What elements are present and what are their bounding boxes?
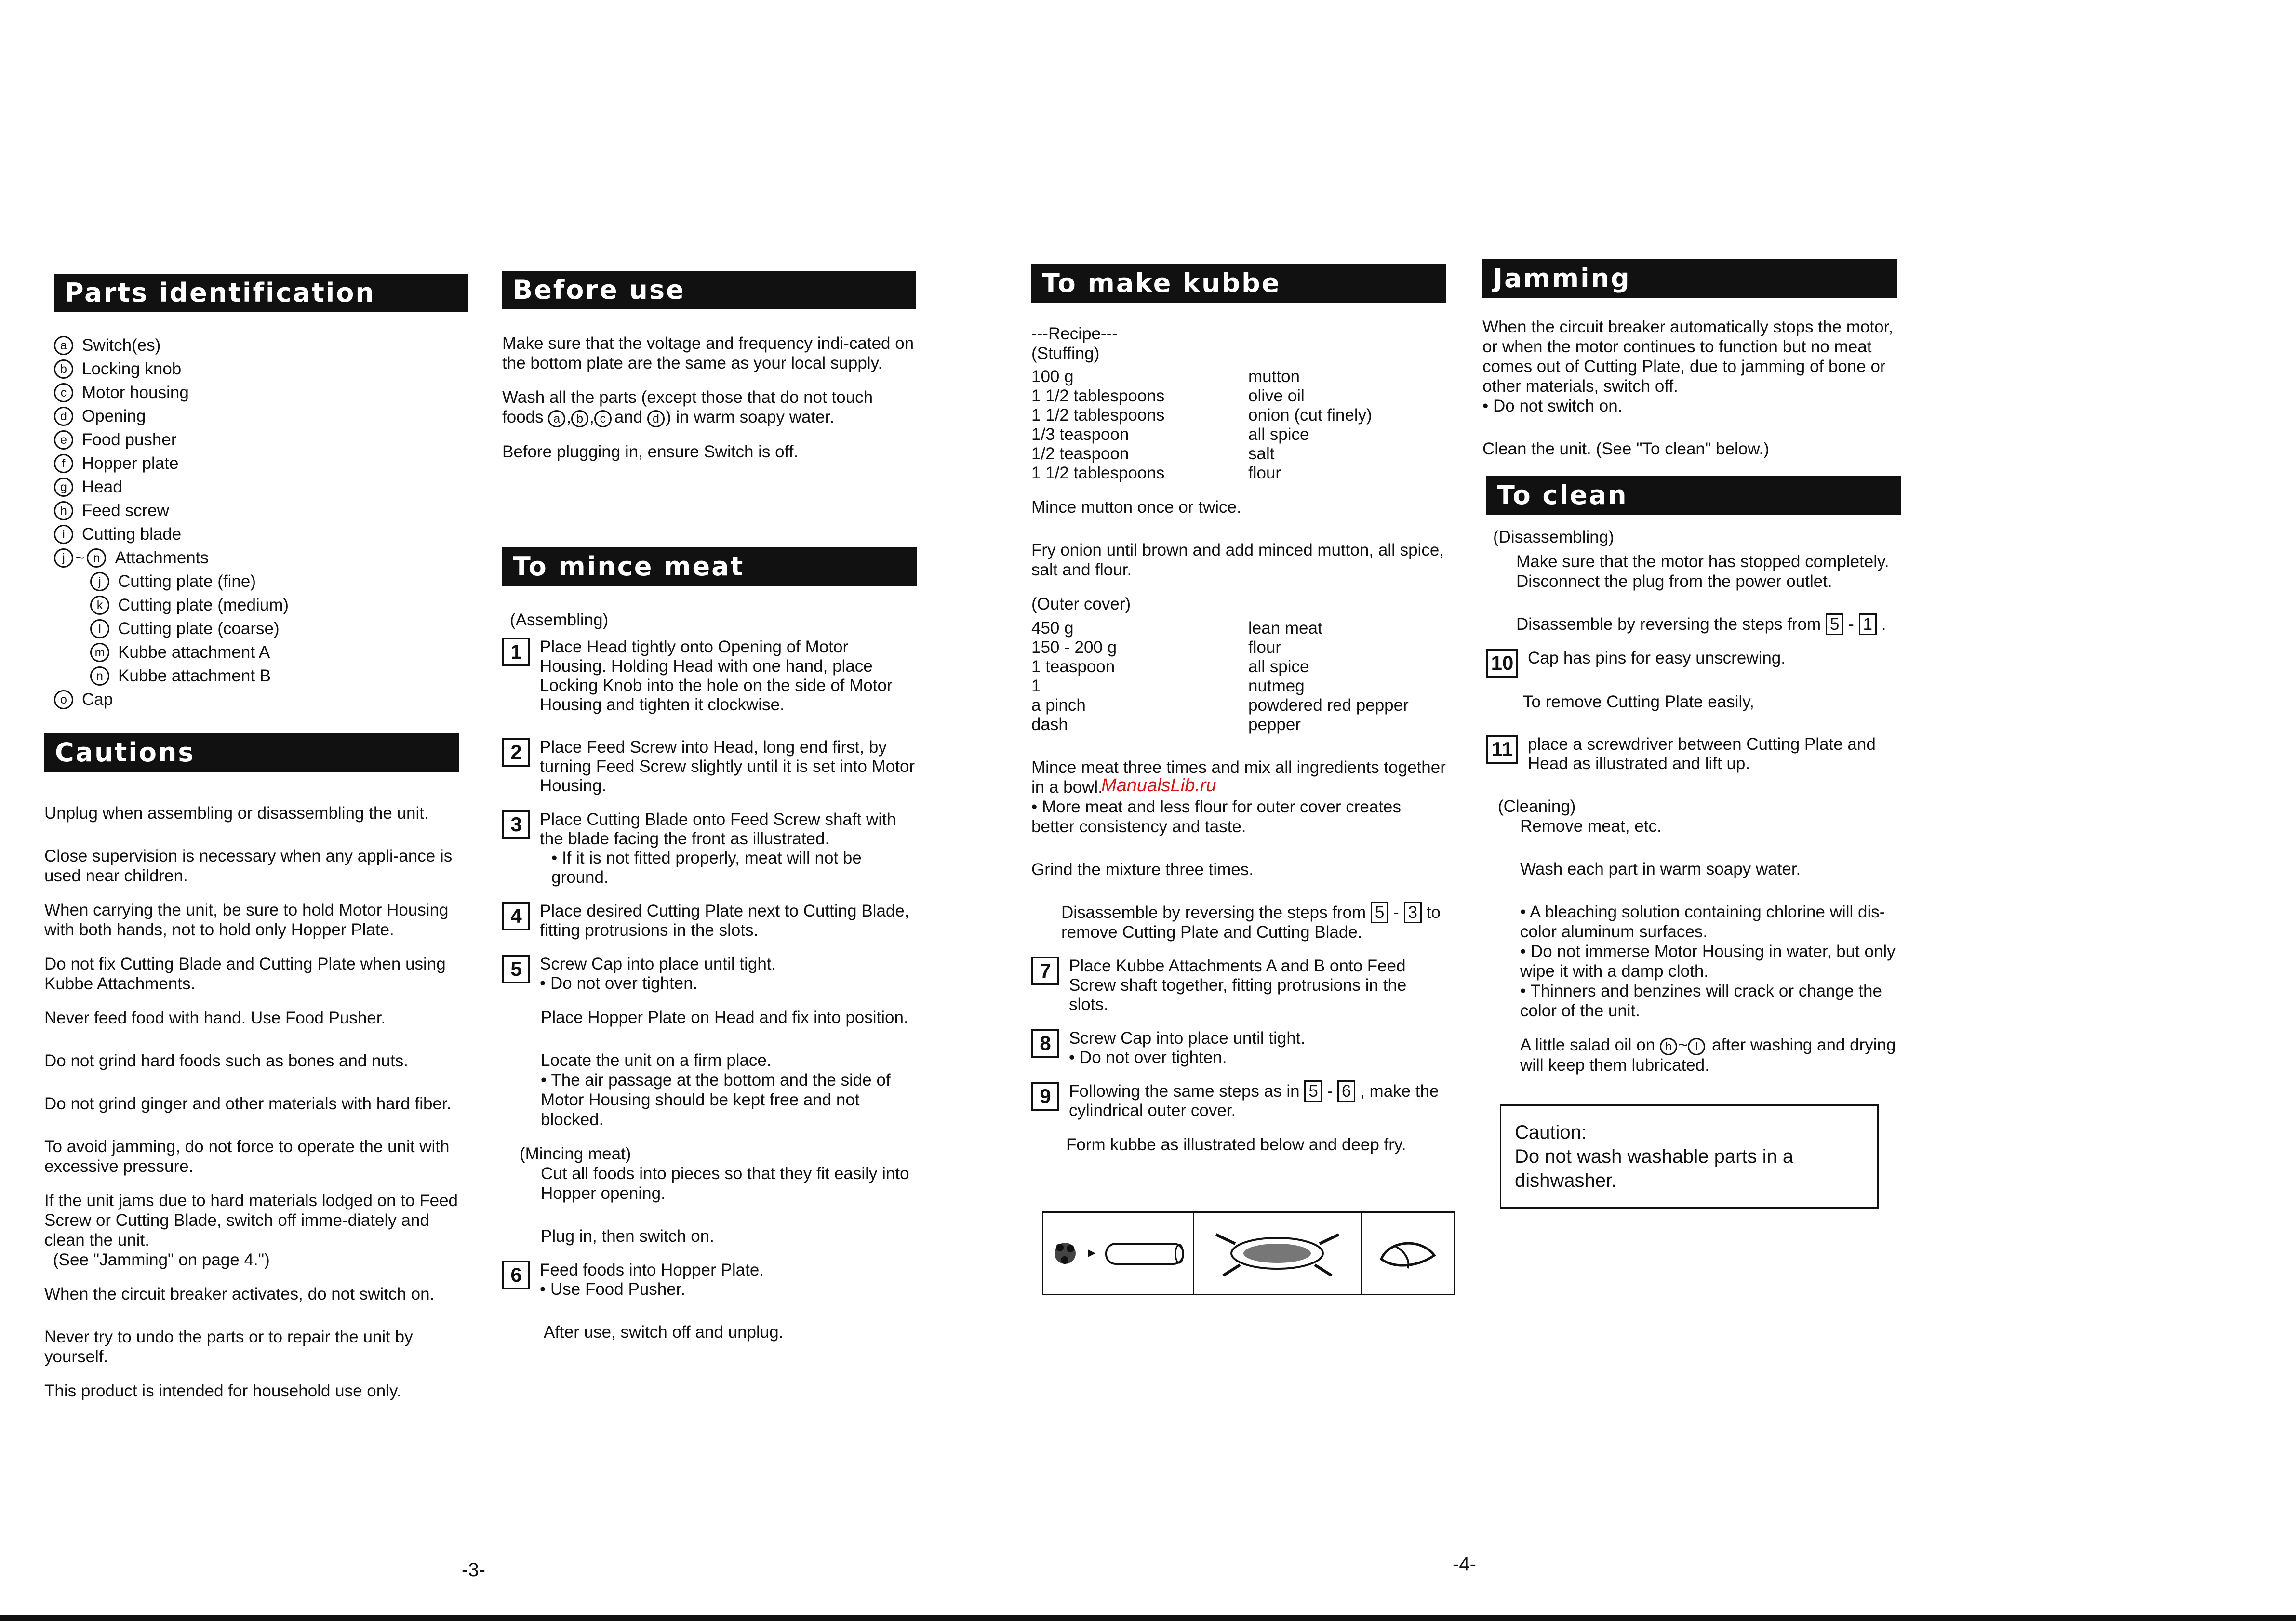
list-item: h Feed screw	[54, 499, 468, 522]
list-item: l Cutting plate (coarse)	[54, 617, 468, 640]
list-item: j ~ n Attachments	[54, 546, 468, 570]
cleaning-label: (Cleaning)	[1498, 797, 1576, 816]
kubbe-shape-icon	[1362, 1213, 1454, 1294]
list-item: i Cutting blade	[54, 522, 468, 546]
mincing-label: (Mincing meat)	[520, 1144, 631, 1163]
clean-text: To remove Cutting Plate easily,	[1523, 692, 1754, 711]
mincing-body: Cut all foods into pieces so that they fit easily into Hopper opening. Plug in, then switch on.	[541, 1164, 909, 1246]
mince-header: To mince meat	[502, 547, 917, 586]
caution-title: Caution:	[1515, 1122, 1587, 1143]
caution-text: To avoid jamming, do not force to operate the unit with excessive pressure.	[44, 1137, 450, 1176]
caution-text: Never feed food with hand. Use Food Pusher.	[44, 1009, 386, 1027]
list-item: a Switch(es)	[54, 333, 468, 357]
parts-header: Parts identification	[54, 274, 468, 312]
caution-text: Do not wash washable parts in a dishwasher.	[1515, 1146, 1794, 1191]
column-before-use	[502, 271, 916, 462]
stuffing-label: (Stuffing)	[1031, 344, 1100, 363]
caution-text: (See "Jamming" on page 4.")	[53, 1250, 270, 1269]
column-mince	[502, 547, 917, 1342]
list-item: 150 - 200 g flour	[1031, 638, 1281, 657]
list-item: g Head	[54, 475, 468, 499]
caution-text: When the circuit breaker activates, do not switch on.	[44, 1285, 435, 1303]
meat-to-tube-icon	[1043, 1213, 1193, 1294]
list-item: 1/2 teaspoon salt	[1031, 444, 1275, 463]
list-item: 100 g mutton	[1031, 367, 1300, 386]
list-item: 1 1/2 tablespoons olive oil	[1031, 386, 1305, 405]
illus-panel-1	[1043, 1213, 1194, 1294]
kubbe-text: Mince mutton once or twice.	[1031, 498, 1241, 517]
caution-text: Do not fix Cutting Blade and Cutting Plate when using Kubbe Attachments.	[44, 955, 446, 993]
illus-panel-2	[1194, 1213, 1362, 1294]
list-item: 1/3 teaspoon all spice	[1031, 425, 1309, 444]
step-11: 11 place a screwdriver between Cutting Plate and Head as illustrated and lift up.	[1486, 735, 1901, 773]
clean-disassemble-body: Make sure that the motor has stopped completely. Disconnect the plug from the power outlet. Disassemble by reversing the steps from 5 - 1 .	[1486, 552, 1901, 634]
page-number-left: -3-	[462, 1559, 485, 1581]
column-kubbe	[1031, 264, 1446, 1155]
list-item: b Locking knob	[54, 357, 468, 381]
kubbe-header: To make kubbe	[1031, 264, 1446, 303]
caution-text: If the unit jams due to hard materials lodged on to Feed Screw or Cutting Blade, switch off imme-diately and clean the unit.	[44, 1191, 458, 1249]
list-item: 1 teaspoon all spice	[1031, 657, 1309, 676]
list-item: k Cutting plate (medium)	[54, 593, 468, 617]
disassembling-label: (Disassembling)	[1493, 528, 1614, 546]
column-parts	[54, 274, 468, 711]
step-7: 7 Place Kubbe Attachments A and B onto Feed Screw shaft together, fitting protrusions in the slots.	[1031, 957, 1446, 1014]
jamming-header: Jamming	[1482, 259, 1897, 298]
caution-text: When carrying the unit, be sure to hold Motor Housing with both hands, not to hold only Hopper Plate.	[44, 901, 449, 939]
list-item: d Opening	[54, 404, 468, 428]
kubbe-text: Fry onion until brown and add minced mutton, all spice, salt and flour.	[1031, 541, 1444, 579]
list-item: m Kubbe attachment A	[54, 640, 468, 664]
list-item: e Food pusher	[54, 428, 468, 452]
jamming-text: • Do not switch on.	[1482, 397, 1623, 415]
list-item: c Motor housing	[54, 381, 468, 404]
caution-text: Do not grind hard foods such as bones and nuts.	[44, 1051, 408, 1070]
list-item: 1 1/2 tablespoons onion (cut finely)	[1031, 406, 1372, 425]
before-header: Before use	[502, 271, 916, 309]
step-10: 10 Cap has pins for easy unscrewing.	[1486, 649, 1901, 678]
step-3: 3 Place Cutting Blade onto Feed Screw shaft with the blade facing the front as illustrated. • If it is not fitted properly, meat will not be ground.	[502, 810, 917, 887]
after-text: After use, switch off and unplug.	[544, 1323, 784, 1342]
illus-panel-3	[1362, 1213, 1454, 1294]
before-text: Make sure that the voltage and frequency indi-cated on the bottom plate are the same as your local supply.	[502, 334, 914, 372]
caution-text: Do not grind ginger and other materials with hard fiber.	[44, 1094, 452, 1113]
caution-text: Close supervision is necessary when any appli-ance is used near children.	[44, 847, 453, 885]
watermark: ManualsLib.ru	[1101, 775, 1216, 796]
caution-box	[1500, 1104, 1879, 1209]
recipe-title: ---Recipe---	[1031, 324, 1118, 343]
outer-label: (Outer cover)	[1031, 595, 1131, 613]
cleaning-body: Remove meat, etc. Wash each part in warm soapy water. • A bleaching solution containing chlorine will dis-color aluminum surfaces. • Do not immerse Motor Housing in water, but only wipe it with a damp cloth. • Thinners and benzines will crack or change the color of the unit. A little salad oil on h ~ l after washing and drying will keep them lubricated.	[1520, 817, 1896, 1075]
column-clean	[1486, 476, 1901, 1075]
before-text: Before plugging in, ensure Switch is off.	[502, 442, 799, 461]
kubbe-illustration	[1042, 1211, 1455, 1295]
list-item: a pinch powdered red pepper	[1031, 696, 1409, 715]
caution-text: This product is intended for household use only.	[44, 1382, 401, 1400]
kubbe-text: • More meat and less flour for outer cover creates better consistency and taste.	[1031, 797, 1402, 836]
list-item: j Cutting plate (fine)	[54, 570, 468, 593]
step-9: 9 Following the same steps as in 5 - 6 , make the cylindrical outer cover.	[1031, 1082, 1446, 1120]
step-5: 5 Screw Cap into place until tight. • Do not over tighten.	[502, 955, 917, 993]
step-6: 6 Feed foods into Hopper Plate. • Use Food Pusher.	[502, 1261, 917, 1299]
kubbe-text: Grind the mixture three times.	[1031, 860, 1254, 879]
parts-list	[54, 333, 468, 711]
list-item: f Hopper plate	[54, 452, 468, 475]
before-wash-text: Wash all the parts (except those that do not touch foods a , b , c and d ) in warm soapy water.	[502, 388, 873, 426]
page-number-right: -4-	[1453, 1554, 1476, 1575]
step-1: 1 Place Head tightly onto Opening of Motor Housing. Holding Head with one hand, place Locking Knob into the hole on the side of Motor Housing and tighten it clockwise.	[502, 638, 917, 715]
list-item: n Kubbe attachment B	[54, 664, 468, 688]
kubbe-text: Form kubbe as illustrated below and deep fry.	[1066, 1135, 1406, 1154]
list-item: o Cap	[54, 688, 468, 711]
list-item: 450 g lean meat	[1031, 619, 1322, 638]
bottom-border	[0, 1615, 2296, 1621]
caution-text: Unplug when assembling or disassembling the unit.	[44, 804, 429, 823]
jamming-text: Clean the unit. (See "To clean" below.)	[1482, 439, 1769, 458]
list-item: dash pepper	[1031, 715, 1301, 734]
column-jamming	[1482, 259, 1897, 459]
mince-body: Place Hopper Plate on Head and fix into position. Locate the unit on a firm place. • The air passage at the bottom and the side of Motor Housing should be kept free and not blocked.	[541, 1008, 908, 1129]
kubbe-shaping-icon	[1194, 1213, 1361, 1294]
step-4: 4 Place desired Cutting Plate next to Cutting Blade, fitting protrusions in the slots.	[502, 902, 917, 940]
kubbe-text: Mince meat three times and mix all ingredients together in a bowl.	[1031, 758, 1446, 797]
assembling-label: (Assembling)	[510, 611, 609, 629]
kubbe-disassemble: Disassemble by reversing the steps from 5 - 3 to remove Cutting Plate and Cutting Blade.	[1031, 903, 1446, 942]
cautions-header: Cautions	[44, 733, 459, 772]
column-cautions	[44, 733, 459, 1401]
step-2: 2 Place Feed Screw into Head, long end first, by turning Feed Screw slightly until it is set into Motor Housing.	[502, 738, 917, 796]
jamming-text: When the circuit breaker automatically stops the motor, or when the motor continues to function but no meat comes out of Cutting Plate, due to jamming of bone or other materials, switch off.	[1482, 318, 1894, 396]
list-item: 1 1/2 tablespoons flour	[1031, 464, 1281, 482]
list-item: 1 nutmeg	[1031, 677, 1305, 695]
clean-header: To clean	[1486, 476, 1901, 515]
caution-text: Never try to undo the parts or to repair the unit by yourself.	[44, 1328, 413, 1366]
step-8: 8 Screw Cap into place until tight. • Do not over tighten.	[1031, 1029, 1446, 1067]
